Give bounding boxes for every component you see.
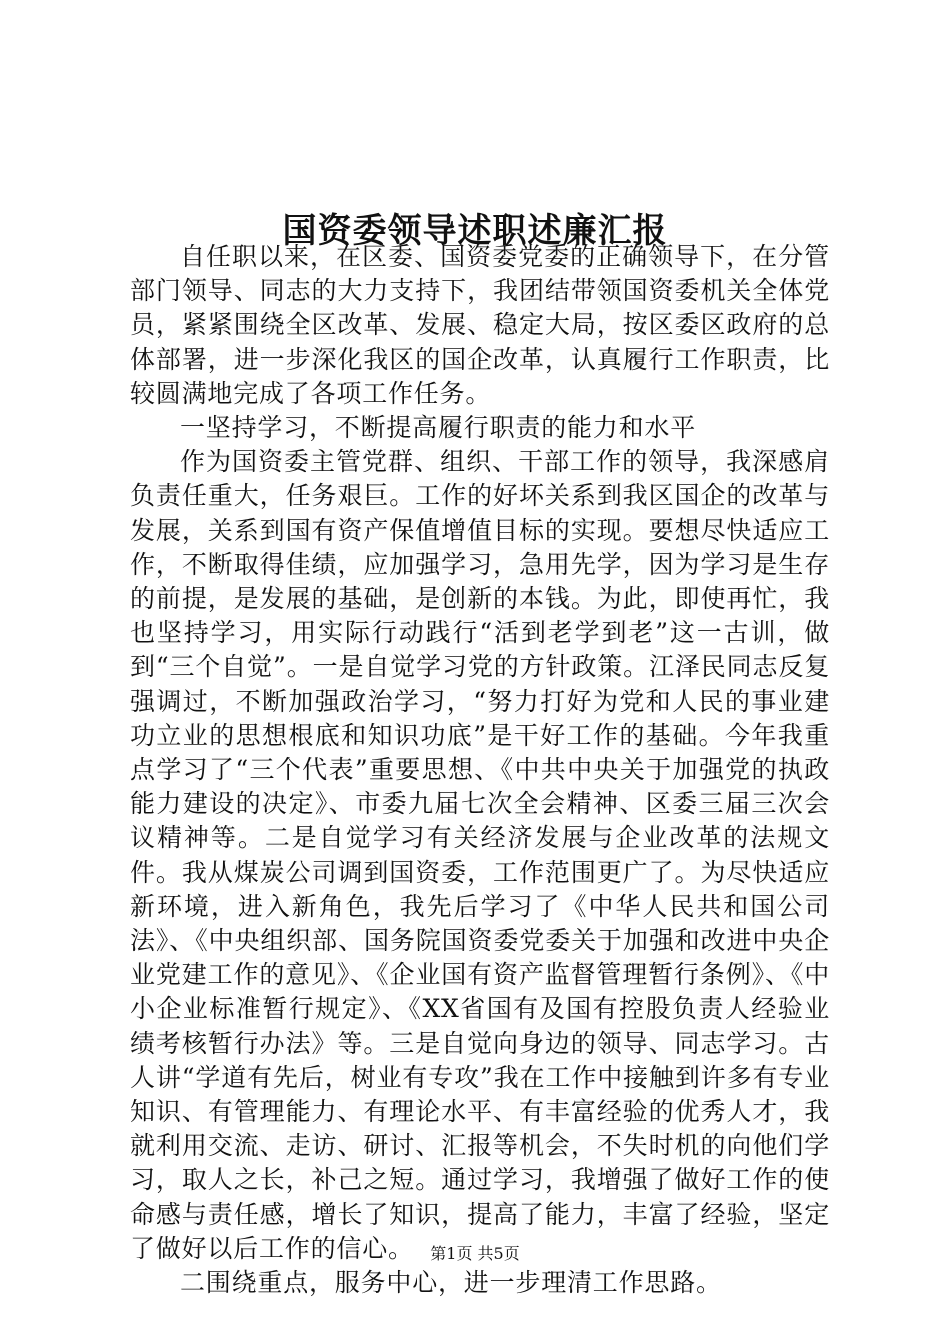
section-heading-2: 二围绕重点，服务中心，进一步理清工作思路。 [180, 1268, 722, 1298]
paragraph-intro: 自任职以来，在区委、国资委党委的正确领导下，在分管部门领导、同志的大力支持下，我团结带领国资委机关全体党员，紧紧围绕全区改革、发展、稳定大局，按区委区政府的总体部署，进一步深化我区的国企改革，认真履行工作职责，比较圆满地完成了各项工作任务。 [130, 242, 830, 408]
document-title: 国资委领导述职述廉汇报 [282, 210, 668, 251]
document-body [130, 240, 830, 1300]
section-heading-1: 一坚持学习，不断提高履行职责的能力和水平 [180, 413, 697, 443]
page-footer: 第1页 共5页 [430, 1244, 520, 1263]
paragraph-study: 作为国资委主管党群、组织、干部工作的领导，我深感肩负责任重大，任务艰巨。工作的好坏关系到我区国企的改革与发展，关系到国有资产保值增值目标的实现。要想尽快适应工作，不断取得佳绩，应加强学习，急用先学，因为学习是生存的前提，是发展的基础，是创新的本钱。为此，即使再忙，我也坚持学习，用实际行动践行“活到老学到老”这一古训，做到“三个自觉”。一是自觉学习党的方针政策。江泽民同志反复强调过，不断加强政治学习，“努力打好为党和人民的事业建功立业的思想根底和知识功底”是干好工作的基础。今年我重点学习了“三个代表”重要思想、《中共中央关于加强党的执政能力建设的决定》、市委九届七次全会精神、区委三届三次会议精神等。二是自觉学习有关经济发展与企业改革的法规文件。我从煤炭公司调到国资委，工作范围更广了。为尽快适应新环境，进入新角色，我先后学习了《中华人民共和国公司法》、《中央组织部、国务院国资委党委关于加强和改进中央企业党建工作的意见》、《企业国有资产监督管理暂行条例》、《中小企业标准暂行规定》、《XX省国有及国有控股负责人经验业绩考核暂行办法》等。三是自觉向身边的领导、同志学习。古人讲“学道有先后，树业有专攻”我在工作中接触到许多有专业知识、有管理能力、有理论水平、有丰富经验的优秀人才，我就利用交流、走访、研讨、汇报等机会，不失时机的向他们学习，取人之长，补己之短。通过学习，我增强了做好工作的使命感与责任感，增长了知识，提高了能力，丰富了经验，坚定了做好以后工作的信心。 [130, 447, 830, 1263]
